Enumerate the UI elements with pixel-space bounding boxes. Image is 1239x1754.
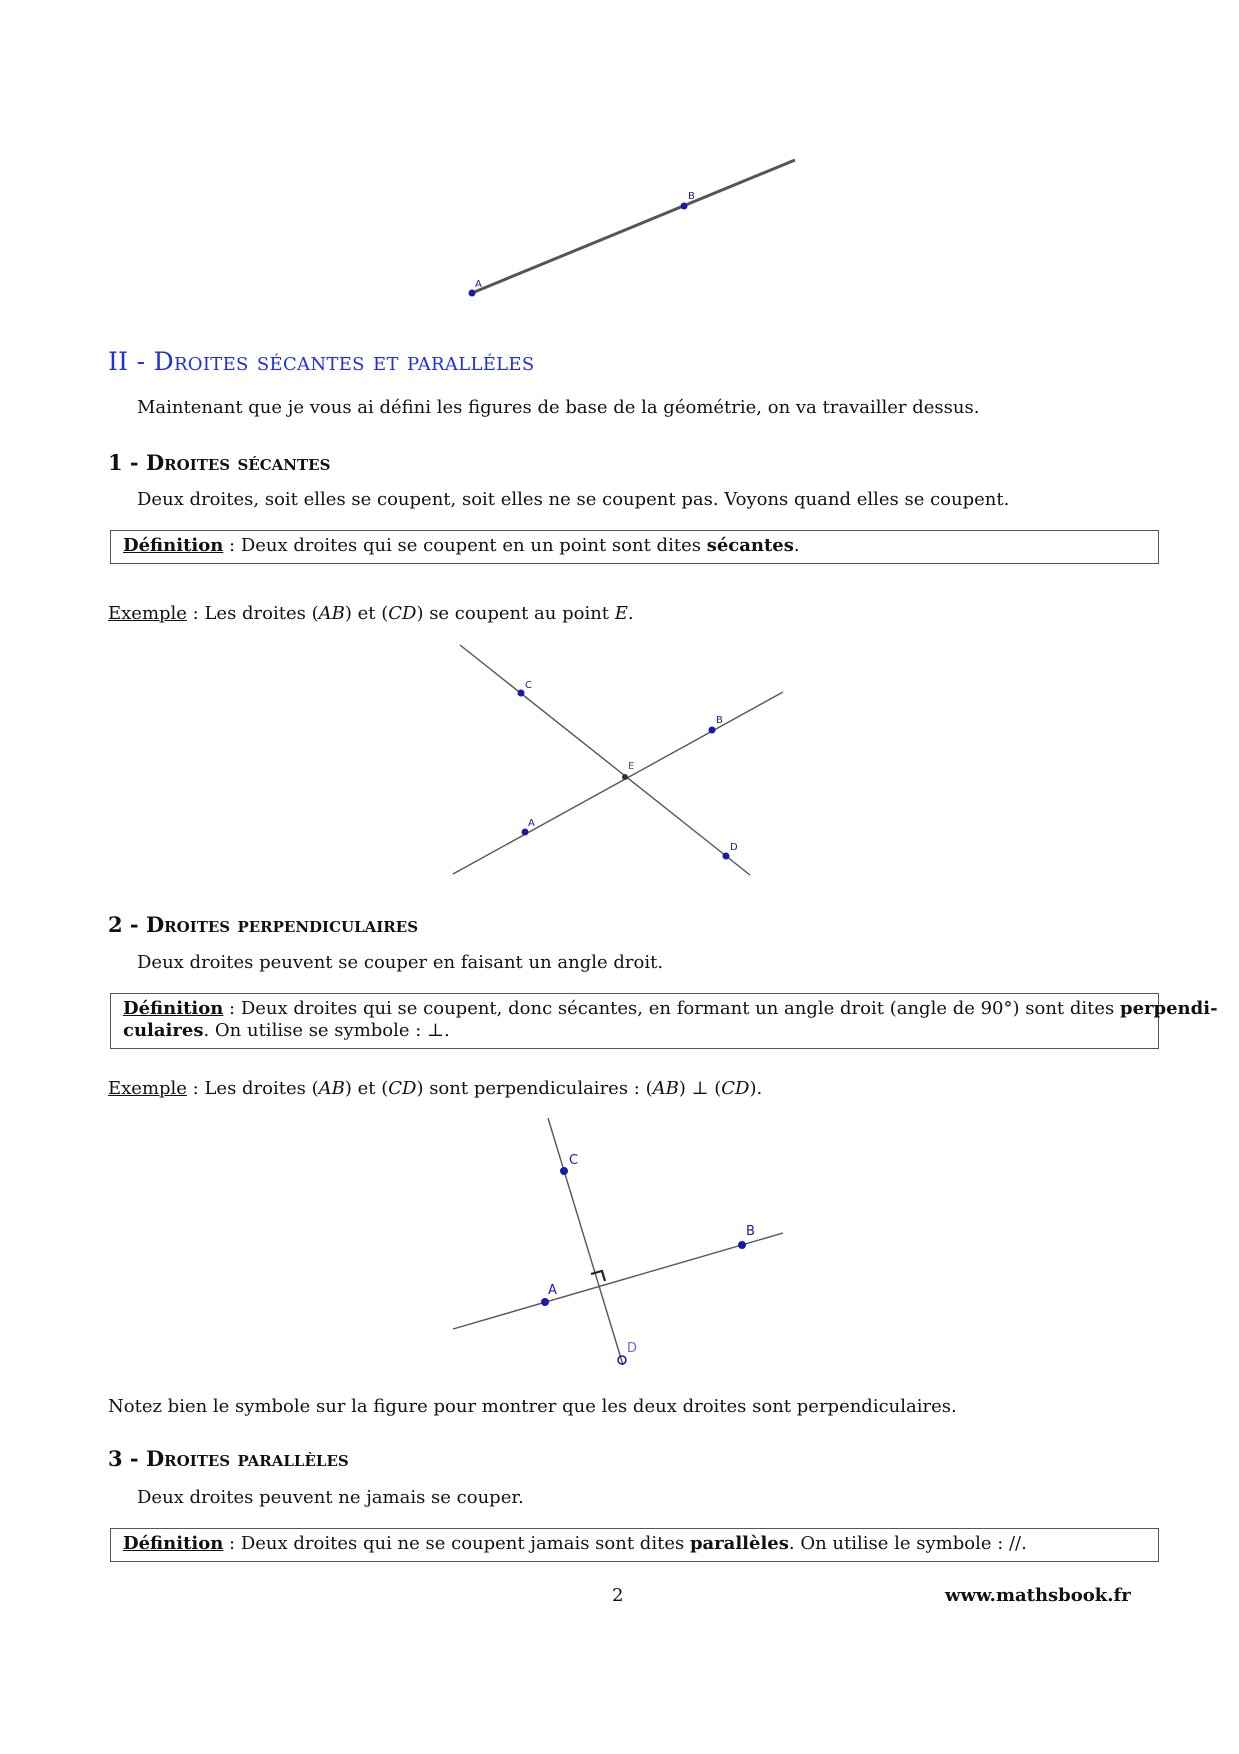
definition-label: Définition <box>123 1533 224 1554</box>
label-d: D <box>730 842 738 853</box>
label-b: B <box>716 715 723 726</box>
example-text: : Les droites ( <box>186 603 319 624</box>
example-2 <box>108 1078 762 1100</box>
definition-end: . <box>793 535 800 556</box>
point-b <box>738 1241 746 1249</box>
label-b: B <box>746 1224 755 1239</box>
subsection-1-intro: Deux droites, soit elles se coupent, soit elles ne se coupent pas. Voyons quand elles se coupent. <box>137 489 1010 510</box>
subsection-2-intro: Deux droites peuvent se couper en faisant un angle droit. <box>137 952 664 973</box>
math-cd: CD <box>388 603 417 624</box>
example-text: ) et ( <box>344 1078 389 1099</box>
subsection-3-heading <box>108 1446 349 1471</box>
definition-label: Définition <box>123 535 224 556</box>
figure-perpendicular-lines <box>440 1110 800 1380</box>
definition-text: . On utilise se symbole : ⊥. <box>203 1020 450 1041</box>
label-c: C <box>569 1153 579 1168</box>
subsection-1-title: Droites sécantes <box>145 450 331 475</box>
example-text: ) et ( <box>344 603 389 624</box>
section-intro: Maintenant que je vous ai défini les figures de base de la géométrie, on va travailler dessus. <box>137 397 980 418</box>
point-b <box>709 727 716 734</box>
definition-box-3 <box>110 1528 1159 1562</box>
point-e <box>622 774 628 780</box>
example-text: ) sont perpendiculaires : ( <box>416 1078 653 1099</box>
definition-term: perpendi- <box>1120 998 1218 1019</box>
example-end: . <box>627 603 634 624</box>
example-text: : Les droites ( <box>186 1078 319 1099</box>
math-ab: AB <box>318 1078 345 1099</box>
label-a: A <box>528 818 535 829</box>
label-d: D <box>627 1341 638 1356</box>
math-cd: CD <box>388 1078 417 1099</box>
subsection-2-number: 2 - <box>108 912 139 937</box>
definition-end: . On utilise le symbole : //. <box>788 1533 1027 1554</box>
definition-text: : Deux droites qui se coupent en un point sont dites <box>223 535 707 556</box>
subsection-1-number: 1 - <box>108 450 139 475</box>
subsection-3-intro: Deux droites peuvent ne jamais se couper. <box>137 1487 524 1508</box>
example-label: Exemple <box>108 1078 187 1099</box>
point-a <box>469 290 476 297</box>
point-a <box>541 1298 549 1306</box>
point-d <box>723 853 730 860</box>
subsection-3-number: 3 - <box>108 1446 139 1471</box>
math-ab: AB <box>318 603 345 624</box>
definition-text: : Deux droites qui ne se coupent jamais sont dites <box>223 1533 690 1554</box>
definition-box-2 <box>110 993 1218 1049</box>
point-a <box>522 829 529 836</box>
definition-term-cont: culaires <box>123 1020 204 1041</box>
point-c <box>518 690 525 697</box>
subsection-3-title: Droites parallèles <box>145 1446 349 1471</box>
figure-secant-lines <box>440 635 800 885</box>
example-label: Exemple <box>108 603 187 624</box>
section-number: II - <box>108 347 146 376</box>
section-title: Droites sécantes et paralléles <box>153 347 535 376</box>
example-end: ). <box>749 1078 763 1099</box>
point-b <box>681 203 688 210</box>
label-a: A <box>548 1283 557 1298</box>
definition-text: : Deux droites qui se coupent, donc sécantes, en formant un angle droit (angle de 90°) sont dites <box>223 998 1120 1019</box>
point-c <box>560 1167 568 1175</box>
label-e: E <box>628 761 635 772</box>
label-a: A <box>475 279 482 290</box>
definition-label: Définition <box>123 998 224 1019</box>
definition-term: parallèles <box>689 1533 789 1554</box>
subsection-2-heading <box>108 912 418 937</box>
example-text: ) ⊥ ( <box>678 1078 722 1099</box>
example-1 <box>108 603 634 625</box>
perpendicular-note: Notez bien le symbole sur la figure pour montrer que les deux droites sont perpendiculaires. <box>108 1396 957 1417</box>
site-url[interactable]: www.mathsbook.fr <box>945 1585 1131 1606</box>
figure-line-ab <box>440 150 820 310</box>
definition-term: sécantes <box>706 535 794 556</box>
right-angle-marker <box>591 1271 605 1281</box>
subsection-1-heading <box>108 450 330 475</box>
subsection-2-title: Droites perpendiculaires <box>145 912 419 937</box>
definition-box-1 <box>110 530 1159 564</box>
page-number: 2 <box>612 1585 624 1606</box>
section-heading <box>108 347 534 376</box>
math-ab: AB <box>652 1078 679 1099</box>
math-e: E <box>614 603 628 624</box>
label-c: C <box>525 680 532 691</box>
example-text: ) se coupent au point <box>416 603 615 624</box>
math-cd: CD <box>721 1078 750 1099</box>
label-b: B <box>688 191 695 202</box>
